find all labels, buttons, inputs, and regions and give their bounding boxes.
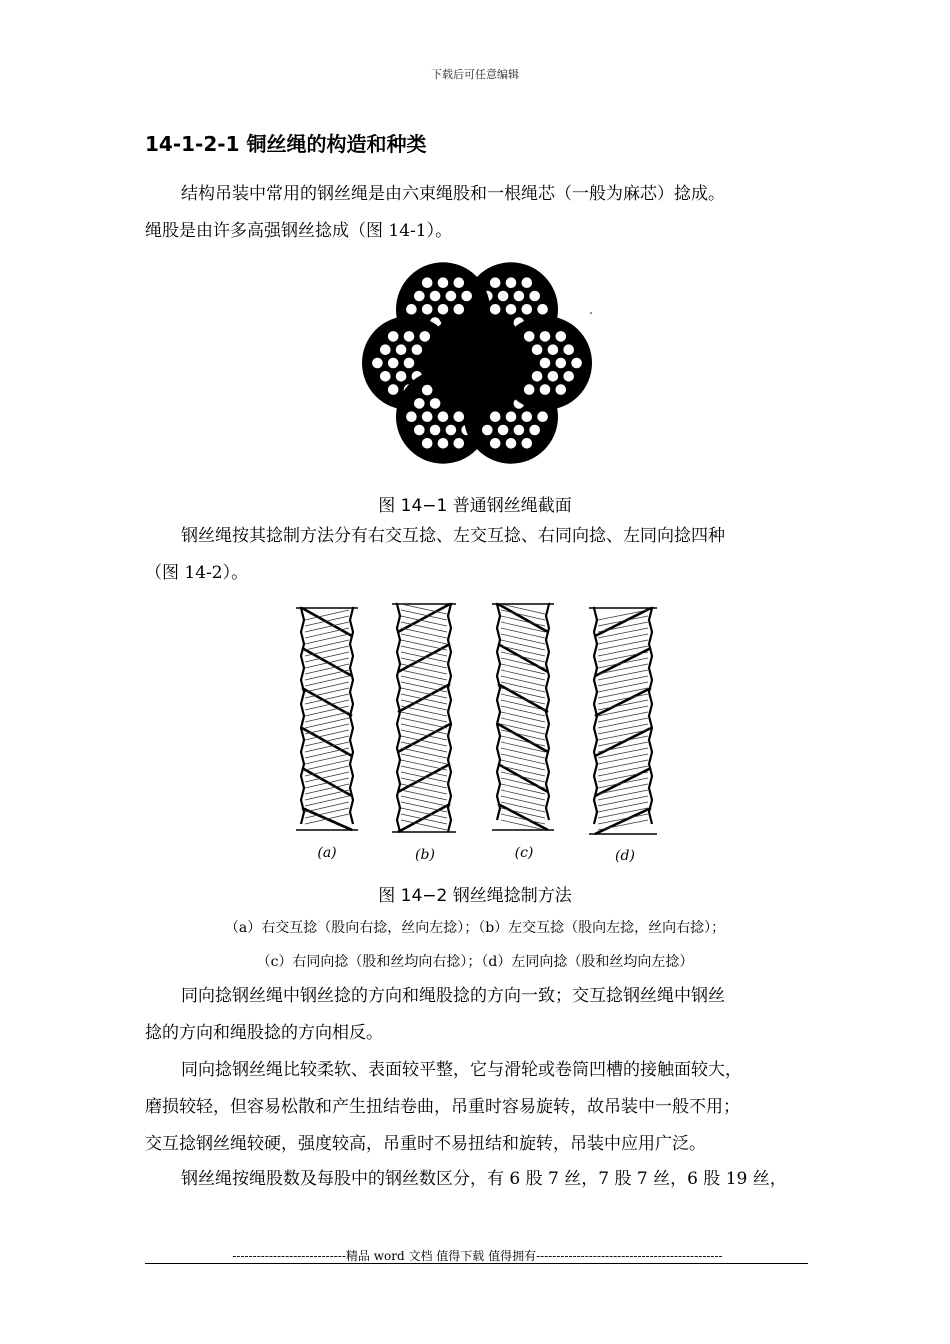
- paragraph-4: [145, 1052, 810, 1163]
- rope-right-edge: [448, 604, 451, 832]
- wire-hatch: [401, 706, 447, 716]
- wire: [387, 330, 399, 342]
- wire: [437, 437, 449, 449]
- paragraph-5-line-1: 钢丝绳按绳股数及每股中的钢丝数区分，有 6 股 7 丝，7 股 7 丝，6 股 19 丝，: [181, 1169, 787, 1189]
- figure-1-caption: 图 14−1 普通钢丝绳截面: [378, 496, 572, 516]
- wire-hatch: [401, 784, 447, 794]
- wire-hatch: [501, 658, 545, 668]
- figure-1-rope-cross-section: [355, 255, 600, 470]
- wire: [379, 370, 391, 382]
- wire: [387, 357, 399, 369]
- wire-hatch: [598, 730, 648, 740]
- strand-boundary: [595, 648, 651, 676]
- wire: [453, 303, 465, 315]
- wire: [405, 303, 417, 315]
- wire-hatch: [501, 688, 545, 698]
- wire-hatch: [598, 760, 648, 770]
- wire-hatch: [598, 610, 648, 620]
- paragraph-2-line-2: （图 14-2）。: [145, 563, 249, 583]
- wire-hatch: [305, 796, 349, 806]
- wire-hatch: [401, 682, 447, 692]
- wire-hatch: [501, 712, 545, 722]
- wire: [497, 424, 509, 436]
- wire-hatch: [305, 784, 349, 794]
- wire-hatch: [598, 718, 648, 728]
- section-title: 14-1-2-1 铜丝绳的构造和种类: [145, 132, 427, 156]
- wire-hatch: [401, 814, 447, 824]
- wire: [537, 411, 549, 423]
- wire-hatch: [501, 646, 545, 656]
- wire-hatch: [501, 634, 545, 644]
- wire: [521, 303, 533, 315]
- stray-dot: [590, 312, 592, 314]
- wire-hatch: [501, 718, 545, 728]
- wire: [445, 424, 457, 436]
- wire: [505, 277, 517, 289]
- paragraph-1-line-2: 绳股是由许多高强钢丝捻成（图 14-1）。: [145, 221, 453, 241]
- rope-right-edge: [649, 608, 652, 824]
- wire: [555, 330, 567, 342]
- wire: [489, 277, 501, 289]
- label-c: (c): [514, 845, 534, 861]
- wire-hatch: [598, 682, 648, 692]
- wire: [563, 370, 575, 382]
- wire-hatch: [305, 802, 349, 812]
- rope-left-edge: [397, 604, 400, 832]
- wire-hatch: [401, 676, 447, 686]
- paragraph-4-line-2: 磨损较轻，但容易松散和产生扭结卷曲，吊重时容易旋转，故吊装中一般不用；: [145, 1097, 740, 1117]
- paragraph-2-line-1: 钢丝绳按其捻制方法分有右交互捻、左交互捻、右同向捻、左同向捻四种: [181, 526, 725, 546]
- wire-hatch: [401, 646, 447, 656]
- rope-a: [296, 608, 358, 830]
- label-b: (b): [415, 847, 435, 863]
- wire: [497, 290, 509, 302]
- wire: [505, 303, 517, 315]
- wire-hatch: [401, 766, 447, 776]
- wire: [413, 397, 425, 409]
- cross-section-drawing: [362, 262, 592, 463]
- wire: [419, 330, 431, 342]
- wire: [413, 290, 425, 302]
- wire-hatch: [401, 628, 447, 638]
- rope-left-edge: [301, 608, 304, 824]
- figure-2-subcaption-1: （a）右交互捻（股向右捻，丝向左捻）；（b）左交互捻（股向左捻，丝向右捻）；: [224, 920, 726, 936]
- wire: [547, 370, 559, 382]
- wire: [421, 437, 433, 449]
- strand-boundary: [398, 724, 450, 752]
- wire-hatch: [401, 772, 447, 782]
- wire-hatch: [305, 658, 349, 668]
- paragraph-1-line-1: 结构吊装中常用的钢丝绳是由六束绳股和一根绳芯（一般为麻芯）捻成。: [181, 184, 725, 204]
- wire: [403, 357, 415, 369]
- wire-hatch: [305, 610, 349, 620]
- wire: [539, 330, 551, 342]
- wire-hatch: [401, 820, 447, 830]
- wire: [481, 424, 493, 436]
- strand-boundary: [498, 764, 548, 792]
- wire: [521, 277, 533, 289]
- strand-boundary: [595, 688, 651, 716]
- wire-hatch: [305, 646, 349, 656]
- wire: [489, 303, 501, 315]
- wire-hatch: [598, 802, 648, 812]
- wire: [523, 330, 535, 342]
- wire-hatch: [501, 796, 545, 806]
- wire-hatch: [598, 664, 648, 674]
- wire-hatch: [401, 640, 447, 650]
- figure-2-subcaption-2: （c）右同向捻（股和丝均向右捻）；（d）左同向捻（股和丝均向左捻）: [256, 954, 694, 970]
- wire-hatch: [305, 712, 349, 722]
- wire: [539, 384, 551, 396]
- wire-hatch: [501, 754, 545, 764]
- strand-boundary: [498, 604, 548, 632]
- wire-hatch: [598, 676, 648, 686]
- wire-hatch: [501, 778, 545, 788]
- wire: [505, 437, 517, 449]
- strand-boundary: [302, 728, 352, 756]
- wire-hatch: [598, 778, 648, 788]
- rope-left-edge: [497, 604, 500, 820]
- wire-hatch: [501, 814, 545, 824]
- wire-hatch: [598, 616, 648, 626]
- rope-d: [589, 608, 657, 834]
- wire-hatch: [501, 766, 545, 776]
- paragraph-1: [145, 176, 810, 250]
- wire: [371, 357, 383, 369]
- wire: [505, 411, 517, 423]
- wire-hatch: [305, 682, 349, 692]
- wire-hatch: [401, 664, 447, 674]
- wire-hatch: [598, 652, 648, 662]
- wire-hatch: [401, 760, 447, 770]
- paragraph-4-line-3: 交互捻钢丝绳较硬，强度较高，吊重时不易扭结和旋转，吊装中应用广泛。: [145, 1134, 706, 1154]
- wire: [437, 277, 449, 289]
- wire-hatch: [305, 634, 349, 644]
- wire-hatch: [501, 652, 545, 662]
- wire-hatch: [305, 628, 349, 638]
- strand-boundary: [302, 688, 352, 716]
- wire-hatch: [401, 796, 447, 806]
- wire-hatch: [305, 718, 349, 728]
- wire-hatch: [401, 802, 447, 812]
- wire: [421, 303, 433, 315]
- wire-hatch: [501, 772, 545, 782]
- wire-hatch: [305, 640, 349, 650]
- wire: [547, 344, 559, 356]
- wire-hatch: [401, 694, 447, 704]
- wire: [421, 384, 433, 396]
- wire: [395, 370, 407, 382]
- wire-hatch: [305, 724, 349, 734]
- wire-hatch: [598, 772, 648, 782]
- wire-hatch: [305, 736, 349, 746]
- strand-boundary: [498, 724, 548, 752]
- wire-hatch: [501, 694, 545, 704]
- wire-hatch: [305, 814, 349, 824]
- paragraph-3-line-2: 捻的方向和绳股捻的方向相反。: [145, 1023, 383, 1043]
- wire-hatch: [305, 730, 349, 740]
- wire: [531, 344, 543, 356]
- wire-hatch: [598, 814, 648, 824]
- wire: [421, 411, 433, 423]
- rope-c: [492, 604, 554, 830]
- wire: [413, 424, 425, 436]
- figure-2-rope-lay-types: [290, 598, 670, 870]
- wire-hatch: [305, 754, 349, 764]
- wire: [521, 411, 533, 423]
- strand-boundary: [595, 728, 651, 756]
- figure-2-caption: 图 14−2 钢丝绳捻制方法: [378, 886, 572, 906]
- wire: [523, 384, 535, 396]
- wire: [537, 303, 549, 315]
- wire: [489, 437, 501, 449]
- wire: [531, 370, 543, 382]
- wire-hatch: [598, 796, 648, 806]
- wire-hatch: [305, 748, 349, 758]
- wire-hatch: [401, 670, 447, 680]
- wire-hatch: [401, 718, 447, 728]
- strand-boundary: [302, 608, 352, 636]
- wire-hatch: [305, 790, 349, 800]
- wire: [453, 411, 465, 423]
- wire-hatch: [501, 676, 545, 686]
- wire: [539, 357, 551, 369]
- strand-boundary: [302, 768, 352, 796]
- wire-hatch: [501, 802, 545, 812]
- wire: [555, 357, 567, 369]
- wire: [453, 437, 465, 449]
- wire: [395, 344, 407, 356]
- wire-hatch: [401, 700, 447, 710]
- strand-boundary: [595, 768, 651, 796]
- paragraph-3-line-1: 同向捻钢丝绳中钢丝捻的方向和绳股捻的方向一致；交互捻钢丝绳中钢丝: [181, 986, 725, 1006]
- wire-hatch: [305, 664, 349, 674]
- wire-hatch: [598, 742, 648, 752]
- wire: [489, 411, 501, 423]
- wire-hatch: [401, 652, 447, 662]
- wire-hatch: [305, 616, 349, 626]
- wire: [513, 424, 525, 436]
- footer-rule: [145, 1263, 808, 1264]
- wire-hatch: [501, 790, 545, 800]
- wire: [429, 397, 441, 409]
- wire-hatch: [401, 754, 447, 764]
- paragraph-5: [145, 1161, 810, 1198]
- label-d: (d): [615, 848, 635, 864]
- wire: [437, 411, 449, 423]
- wire-hatch: [401, 790, 447, 800]
- wire: [405, 411, 417, 423]
- wire-hatch: [598, 622, 648, 632]
- wire: [529, 290, 541, 302]
- wire: [461, 290, 473, 302]
- wire-hatch: [501, 628, 545, 638]
- wire-hatch: [598, 640, 648, 650]
- wire: [429, 424, 441, 436]
- wire-hatch: [598, 634, 648, 644]
- wire-hatch: [598, 784, 648, 794]
- wire-hatch: [305, 670, 349, 680]
- core-dot: [437, 321, 441, 325]
- wire: [421, 277, 433, 289]
- wire-hatch: [501, 670, 545, 680]
- strand-boundary: [302, 648, 352, 676]
- label-a: (a): [317, 845, 337, 861]
- wire-hatch: [305, 676, 349, 686]
- strand-boundary: [398, 604, 450, 632]
- wire-hatch: [598, 712, 648, 722]
- rope-drawings: [296, 604, 657, 834]
- strand-boundary: [398, 804, 450, 832]
- wire-hatch: [305, 778, 349, 788]
- wire-hatch: [401, 712, 447, 722]
- wire-hatch: [401, 634, 447, 644]
- strand-boundary: [595, 608, 651, 636]
- wire-hatch: [598, 736, 648, 746]
- wire-hatch: [501, 748, 545, 758]
- wire: [379, 344, 391, 356]
- wire: [563, 344, 575, 356]
- wire: [453, 277, 465, 289]
- wire: [403, 330, 415, 342]
- wire: [445, 290, 457, 302]
- wire-hatch: [305, 766, 349, 776]
- wire-hatch: [598, 754, 648, 764]
- wire: [521, 437, 533, 449]
- wire-hatch: [305, 760, 349, 770]
- wire: [429, 290, 441, 302]
- wire-hatch: [598, 658, 648, 668]
- page-header: 下载后可任意编辑: [431, 68, 519, 81]
- wire: [555, 384, 567, 396]
- strand-boundary: [398, 644, 450, 672]
- strand-boundary: [398, 684, 450, 712]
- wire: [387, 384, 399, 396]
- paragraph-3: [145, 978, 810, 1052]
- strand-boundary: [498, 644, 548, 672]
- paragraph-2: [145, 518, 810, 592]
- wire-hatch: [501, 700, 545, 710]
- wire-hatch: [401, 748, 447, 758]
- strand-boundary: [398, 764, 450, 792]
- wire: [437, 303, 449, 315]
- wire: [571, 357, 583, 369]
- strand-boundary: [498, 684, 548, 712]
- wire: [513, 290, 525, 302]
- wire: [529, 424, 541, 436]
- wire: [411, 344, 423, 356]
- paragraph-4-line-1: 同向捻钢丝绳比较柔软、表面较平整，它与滑轮或卷筒凹槽的接触面较大，: [181, 1060, 742, 1080]
- page-footer: ----------------------------精品 word 文档 值得下载 值得拥有----------------------------------------------: [232, 1249, 723, 1263]
- rope-b: [392, 604, 456, 832]
